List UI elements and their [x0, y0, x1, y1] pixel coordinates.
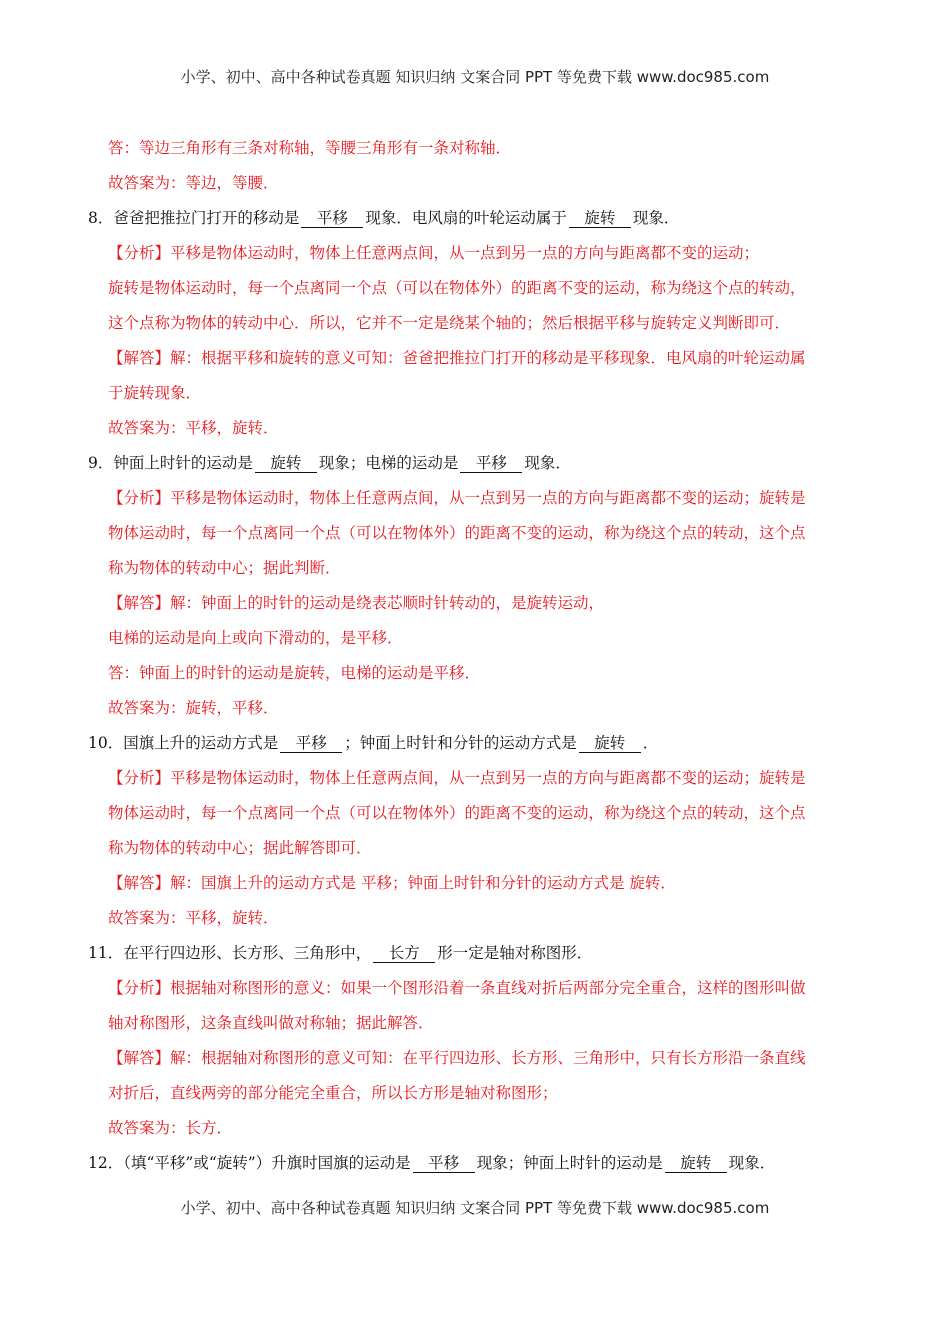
analysis-text: 根据轴对称图形的意义：如果一个图形沿着一条直线对折后两部分完全重合，这样的图形叫做 [170, 979, 806, 997]
document-body [88, 137, 868, 1187]
answer-blank-1: 长方 [373, 944, 435, 963]
question-11 [88, 942, 868, 977]
answer-blank-1: 平移 [413, 1154, 475, 1173]
answer-blank-2: 平移 [460, 454, 522, 473]
solution-line: 电梯的运动是向上或向下滑动的，是平移． [108, 629, 403, 647]
analysis-line [88, 487, 868, 522]
question-text: 现象． [524, 454, 571, 472]
question-text: ；钟面上时针和分针的运动方式是 [344, 734, 577, 752]
solution-line [88, 872, 868, 907]
analysis-tag: 【分析】 [108, 244, 171, 262]
question-number: 8． [88, 209, 114, 227]
solution-text: 解：根据轴对称图形的意义可知：在平行四边形、长方形、三角形中，只有长方形沿一条直线 [170, 1049, 806, 1067]
question-text: 国旗上升的运动方式是 [123, 734, 279, 752]
analysis-line: 称为物体的转动中心；据此解答即可． [108, 839, 372, 857]
analysis-line: 旋转是物体运动时，每一个点离同一个点（可以在物体外）的距离不变的运动，称为绕这个点的转动， [108, 279, 806, 297]
question-text: 形一定是轴对称图形． [437, 944, 593, 962]
question-text: 钟面上时针的运动是 [113, 454, 253, 472]
analysis-line: 物体运动时，每一个点离同一个点（可以在物体外）的距离不变的运动，称为绕这个点的转动，这个点 [108, 524, 806, 542]
final-answer: 故答案为：旋转，平移． [108, 699, 279, 717]
analysis-line: 轴对称图形，这条直线叫做对称轴；据此解答． [108, 1014, 434, 1032]
solution-line: 答：钟面上的时针的运动是旋转，电梯的运动是平移． [108, 664, 481, 682]
question-text: 爸爸把推拉门打开的移动是 [113, 209, 300, 227]
solution-line: 对折后，直线两旁的部分能完全重合，所以长方形是轴对称图形； [108, 1084, 558, 1102]
question-text: 现象；电梯的运动是 [318, 454, 459, 472]
question-10 [88, 732, 868, 767]
question-number: 11． [88, 944, 124, 962]
analysis-tag: 【分析】 [108, 769, 171, 787]
analysis-line: 物体运动时，每一个点离同一个点（可以在物体外）的距离不变的运动，称为绕这个点的转动，这个点 [108, 804, 806, 822]
final-answer: 故答案为：长方． [108, 1119, 233, 1137]
analysis-line: 称为物体的转动中心；据此判断． [108, 559, 341, 577]
answer-blank-2: 旋转 [665, 1154, 727, 1173]
answer-blank-1: 平移 [301, 209, 363, 228]
question-text: ． [642, 734, 659, 752]
question-text: 现象．电风扇的叶轮运动属于 [365, 209, 567, 227]
page-header: 小学、初中、高中各种试卷真题 知识归纳 文案合同 PPT 等免费下载 www.doc985.com [180, 68, 770, 86]
analysis-text: 平移是物体运动时，物体上任意两点间，从一点到另一点的方向与距离都不变的运动；旋转是 [170, 769, 806, 787]
analysis-line [88, 242, 868, 277]
solution-text: 解：国旗上升的运动方式是 平移；钟面上时针和分针的运动方式是 旋转． [170, 874, 676, 892]
analysis-line [88, 767, 868, 802]
question-text: 现象． [728, 1154, 776, 1172]
intro-final-answer: 故答案为：等边，等腰． [108, 174, 279, 192]
solution-tag: 【解答】 [108, 349, 171, 367]
question-text: 现象． [632, 209, 680, 227]
question-number: 12． [88, 1154, 124, 1172]
question-text: 在平行四边形、长方形、三角形中， [123, 944, 372, 962]
question-9 [88, 452, 868, 487]
question-text: 现象；钟面上时针的运动是 [476, 1154, 663, 1172]
analysis-tag: 【分析】 [108, 979, 171, 997]
solution-line [88, 1047, 868, 1082]
question-number: 10． [88, 734, 124, 752]
solution-text: 解：根据平移和旋转的意义可知：爸爸把推拉门打开的移动是平移现象．电风扇的叶轮运动属 [170, 349, 806, 367]
analysis-text: 平移是物体运动时，物体上任意两点间，从一点到另一点的方向与距离都不变的运动；旋转是 [170, 489, 806, 507]
question-text: （填“平移”或“旋转”）升旗时国旗的运动是 [123, 1154, 411, 1172]
solution-tag: 【解答】 [108, 874, 171, 892]
page-footer: 小学、初中、高中各种试卷真题 知识归纳 文案合同 PPT 等免费下载 www.doc985.com [180, 1199, 770, 1217]
question-12 [88, 1152, 868, 1187]
solution-line: 于旋转现象． [108, 384, 202, 402]
question-8 [88, 207, 868, 242]
final-answer: 故答案为：平移，旋转． [108, 909, 279, 927]
answer-blank-2: 旋转 [569, 209, 631, 228]
solution-line [88, 592, 868, 627]
solution-tag: 【解答】 [108, 1049, 171, 1067]
analysis-line: 这个点称为物体的转动中心．所以，它并不一定是绕某个轴的；然后根据平移与旋转定义判断即可． [108, 314, 791, 332]
question-number: 9． [88, 454, 114, 472]
solution-line [88, 347, 868, 382]
solution-tag: 【解答】 [108, 594, 171, 612]
analysis-line [88, 977, 868, 1012]
analysis-tag: 【分析】 [108, 489, 171, 507]
intro-answer-line: 答：等边三角形有三条对称轴，等腰三角形有一条对称轴． [108, 139, 512, 157]
answer-blank-1: 平移 [280, 734, 342, 753]
answer-blank-2: 旋转 [579, 734, 641, 753]
analysis-text: 平移是物体运动时，物体上任意两点间，从一点到另一点的方向与距离都不变的运动； [170, 244, 760, 262]
answer-blank-1: 旋转 [255, 454, 317, 473]
solution-text: 解：钟面上的时针的运动是绕表芯顺时针转动的，是旋转运动， [170, 594, 605, 612]
final-answer: 故答案为：平移，旋转． [108, 419, 279, 437]
